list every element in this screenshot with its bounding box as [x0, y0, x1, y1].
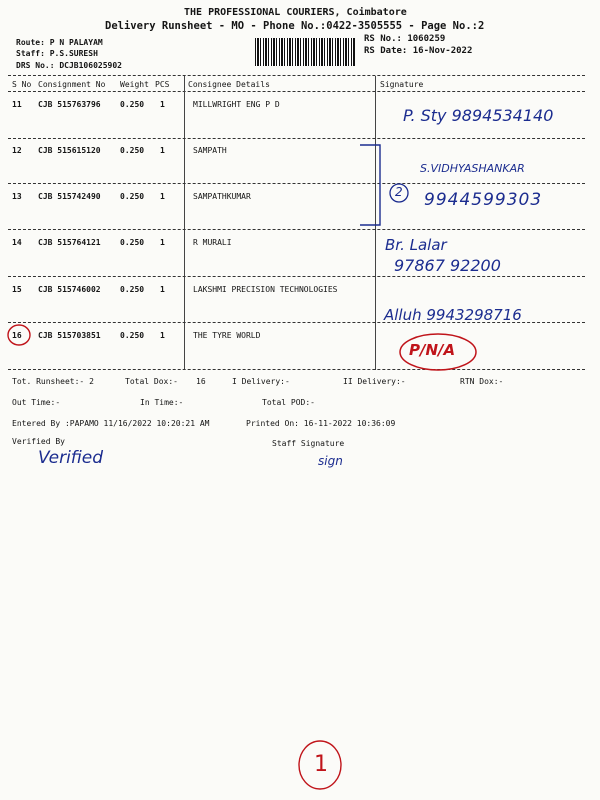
row-pcs: 1: [160, 331, 165, 340]
route-label: Route: P N PALAYAM: [16, 38, 103, 47]
col-signature: Signature: [380, 80, 424, 89]
col-weight: Weight: [120, 80, 149, 89]
rtn-dox: RTN Dox:-: [460, 377, 504, 386]
row-consignment: CJB 515746002: [38, 285, 101, 294]
row-consignment: CJB 515615120: [38, 146, 101, 155]
col-sno: S No: [12, 80, 32, 89]
row-weight: 0.250: [120, 100, 145, 109]
row-sno: 13: [12, 192, 22, 201]
col-consignment: Consignment No: [38, 80, 106, 89]
row-sno: 12: [12, 146, 22, 155]
out-time: Out Time:-: [12, 398, 61, 407]
i-delivery: I Delivery:-: [232, 377, 290, 386]
row-pcs: 1: [160, 238, 165, 247]
red-circle-16: [8, 325, 30, 345]
staff-signature-mark: sign: [318, 454, 343, 468]
row-consignment: CJB 515742490: [38, 192, 101, 201]
circled-number: 2: [395, 185, 403, 199]
staff-label: Staff: P.S.SURESH: [16, 49, 98, 58]
row-consignee: LAKSHMI PRECISION TECHNOLOGIES: [193, 285, 338, 294]
total-dox-label: Total Dox:-: [125, 377, 178, 386]
row-consignment: CJB 515703851: [38, 331, 101, 340]
tot-runsheet: Tot. Runsheet:- 2: [12, 377, 94, 386]
staff-signature-label: Staff Signature: [272, 439, 345, 448]
row-pcs: 1: [160, 146, 165, 155]
row-consignee: THE TYRE WORLD: [193, 331, 261, 340]
row-sno: 14: [12, 238, 22, 247]
printed-on: Printed On: 16-11-2022 10:36:09: [246, 419, 396, 428]
row-weight: 0.250: [120, 285, 145, 294]
page-number-mark: 1: [314, 752, 328, 777]
row-pcs: 1: [160, 192, 165, 201]
row-consignee: R MURALI: [193, 238, 232, 247]
verified-signature: Verified: [38, 448, 104, 468]
signature-row-12-name: S.VIDHYASHANKAR: [420, 162, 525, 175]
row-sno: 16: [12, 331, 22, 340]
row-consignee: MILLWRIGHT ENG P D: [193, 100, 280, 109]
row-sno: 11: [12, 100, 22, 109]
signature-row-14-name: Br. Lalar: [385, 236, 447, 254]
row-weight: 0.250: [120, 331, 145, 340]
row-consignee: SAMPATHKUMAR: [193, 192, 251, 201]
rs-number: RS No.: 1060259: [364, 34, 446, 44]
drs-label: DRS No.: DCJB106025902: [16, 61, 122, 70]
ii-delivery: II Delivery:-: [343, 377, 406, 386]
signature-row-13-phone: 9944599303: [424, 190, 543, 210]
signature-row-11: P. Sty 9894534140: [403, 106, 554, 125]
company-title: THE PROFESSIONAL COURIERS, Coimbatore: [184, 7, 407, 18]
row-weight: 0.250: [120, 238, 145, 247]
bracket-mark: [360, 145, 380, 225]
row-weight: 0.250: [120, 192, 145, 201]
verified-by-label: Verified By: [12, 437, 65, 446]
col-pcs: PCS: [155, 80, 170, 89]
row-consignment: CJB 515763796: [38, 100, 101, 109]
row-consignee: SAMPATH: [193, 146, 227, 155]
in-time: In Time:-: [140, 398, 184, 407]
rs-date: RS Date: 16-Nov-2022: [364, 46, 473, 56]
row-weight: 0.250: [120, 146, 145, 155]
row-pcs: 1: [160, 100, 165, 109]
runsheet-subtitle: Delivery Runsheet - MO - Phone No.:0422-3505555 - Page No.:2: [105, 20, 485, 32]
pna-mark: P/N/A: [409, 341, 456, 359]
row-sno: 15: [12, 285, 22, 294]
total-dox-value: 16: [196, 377, 206, 386]
row-pcs: 1: [160, 285, 165, 294]
total-pod: Total POD:-: [262, 398, 315, 407]
col-consignee: Consignee Details: [188, 80, 270, 89]
row-consignment: CJB 515764121: [38, 238, 101, 247]
entered-by: Entered By :PAPAMO 11/16/2022 10:20:21 AM: [12, 419, 210, 428]
signature-row-14-phone: 97867 92200: [394, 256, 501, 275]
signature-row-15: Alluh 9943298716: [384, 306, 522, 324]
